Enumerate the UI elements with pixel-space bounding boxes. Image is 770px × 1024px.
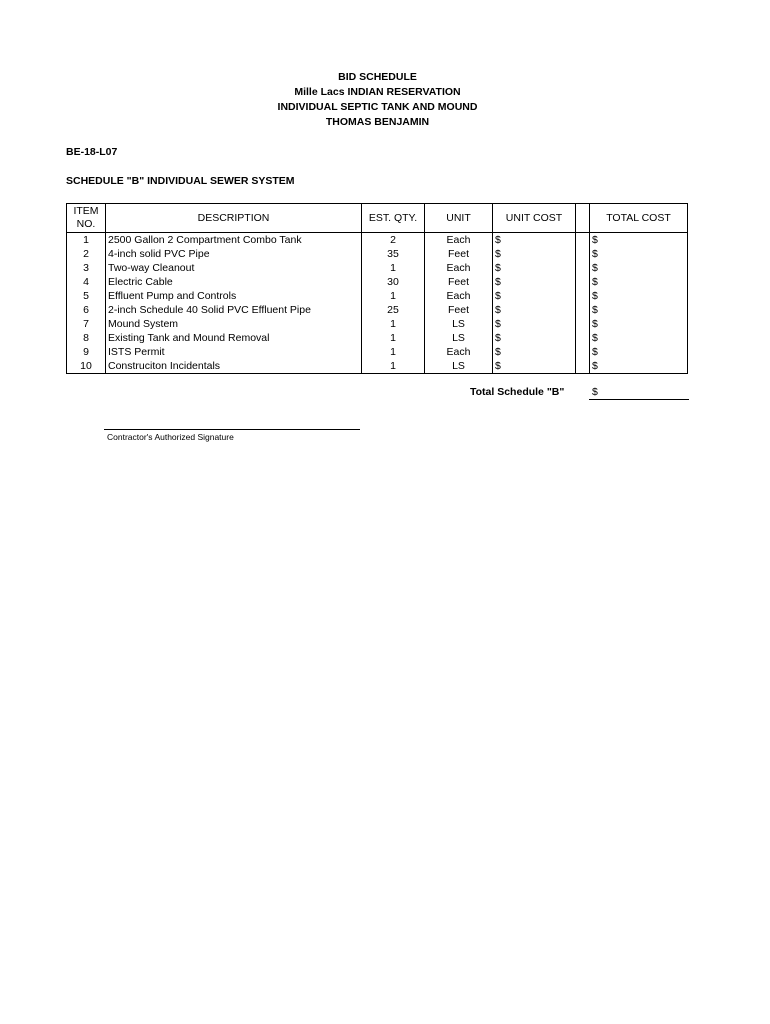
item-description: Existing Tank and Mound Removal: [106, 331, 362, 345]
item-unit: Each: [425, 345, 493, 359]
item-description: Electric Cable: [106, 275, 362, 289]
item-total-cost[interactable]: $: [590, 289, 688, 303]
item-unit-cost[interactable]: $: [493, 233, 576, 248]
item-unit: LS: [425, 317, 493, 331]
item-total-cost[interactable]: $: [590, 275, 688, 289]
table-row: [67, 317, 688, 331]
header-owner: THOMAS BENJAMIN: [325, 116, 430, 128]
project-reference: BE-18-L07: [66, 146, 118, 158]
item-unit-cost[interactable]: $: [493, 275, 576, 289]
item-unit-cost[interactable]: $: [493, 261, 576, 275]
col-spacer: [576, 289, 590, 303]
item-number: 8: [67, 331, 106, 345]
item-description: Mound System: [106, 317, 362, 331]
item-unit-cost[interactable]: $: [493, 317, 576, 331]
item-unit-cost[interactable]: $: [493, 303, 576, 317]
item-total-cost[interactable]: $: [590, 261, 688, 275]
item-description: Construciton Incidentals: [106, 359, 362, 374]
item-unit: LS: [425, 359, 493, 374]
table-row: [67, 275, 688, 289]
col-spacer: [576, 359, 590, 374]
item-unit-cost[interactable]: $: [493, 289, 576, 303]
col-spacer: [576, 247, 590, 261]
item-number: 7: [67, 317, 106, 331]
item-description: Effluent Pump and Controls: [106, 289, 362, 303]
col-header-description: DESCRIPTION: [106, 204, 362, 233]
item-description: Two-way Cleanout: [106, 261, 362, 275]
header-title: BID SCHEDULE: [338, 71, 417, 83]
item-quantity: 1: [362, 331, 425, 345]
item-number: 3: [67, 261, 106, 275]
col-header-item-line2: NO.: [76, 218, 96, 230]
table-row: [67, 345, 688, 359]
col-spacer: [576, 317, 590, 331]
item-total-cost[interactable]: $: [590, 247, 688, 261]
item-quantity: 1: [362, 359, 425, 374]
item-description: 2-inch Schedule 40 Solid PVC Effluent Pipe: [106, 303, 362, 317]
item-total-cost[interactable]: $: [590, 233, 688, 248]
item-unit-cost[interactable]: $: [493, 345, 576, 359]
item-number: 9: [67, 345, 106, 359]
bid-table: [66, 203, 688, 374]
item-total-cost[interactable]: $: [590, 303, 688, 317]
table-row: [67, 331, 688, 345]
table-row: [67, 289, 688, 303]
item-unit-cost[interactable]: $: [493, 331, 576, 345]
item-unit: LS: [425, 331, 493, 345]
item-unit: Feet: [425, 303, 493, 317]
item-quantity: 35: [362, 247, 425, 261]
item-unit: Each: [425, 233, 493, 248]
col-spacer: [576, 233, 590, 248]
col-header-total-cost: TOTAL COST: [590, 204, 688, 233]
col-spacer: [576, 261, 590, 275]
item-quantity: 1: [362, 345, 425, 359]
col-header-unit: UNIT: [425, 204, 493, 233]
col-header-unit-cost: UNIT COST: [493, 204, 576, 233]
table-row: [67, 359, 688, 374]
item-quantity: 2: [362, 233, 425, 248]
schedule-title: SCHEDULE "B" INDIVIDUAL SEWER SYSTEM: [66, 175, 295, 187]
col-spacer: [576, 303, 590, 317]
table-row: [67, 261, 688, 275]
item-unit: Feet: [425, 275, 493, 289]
item-total-cost[interactable]: $: [590, 359, 688, 374]
item-quantity: 1: [362, 289, 425, 303]
header-project: INDIVIDUAL SEPTIC TANK AND MOUND: [277, 101, 478, 113]
item-description: ISTS Permit: [106, 345, 362, 359]
item-total-cost[interactable]: $: [590, 331, 688, 345]
signature-label: Contractor's Authorized Signature: [107, 432, 234, 442]
item-number: 10: [67, 359, 106, 374]
table-row: [67, 247, 688, 261]
item-description: 4-inch solid PVC Pipe: [106, 247, 362, 261]
col-spacer: [576, 331, 590, 345]
item-unit-cost[interactable]: $: [493, 359, 576, 374]
header-reservation: Mille Lacs INDIAN RESERVATION: [294, 86, 461, 98]
item-number: 4: [67, 275, 106, 289]
col-header-qty: EST. QTY.: [362, 204, 425, 233]
item-total-cost[interactable]: $: [590, 345, 688, 359]
total-amount-field[interactable]: [589, 399, 689, 400]
item-description: 2500 Gallon 2 Compartment Combo Tank: [106, 233, 362, 248]
item-quantity: 1: [362, 261, 425, 275]
col-spacer: [576, 275, 590, 289]
item-quantity: 1: [362, 317, 425, 331]
document-header: [0, 70, 755, 130]
table-row: [67, 233, 688, 248]
item-unit-cost[interactable]: $: [493, 247, 576, 261]
item-number: 5: [67, 289, 106, 303]
col-spacer: [576, 204, 590, 233]
total-schedule-currency: $: [592, 386, 598, 398]
col-header-item: [67, 204, 106, 233]
item-unit: Feet: [425, 247, 493, 261]
item-unit: Each: [425, 289, 493, 303]
item-number: 1: [67, 233, 106, 248]
item-quantity: 25: [362, 303, 425, 317]
item-unit: Each: [425, 261, 493, 275]
total-schedule-label: Total Schedule "B": [470, 386, 565, 398]
item-number: 2: [67, 247, 106, 261]
item-total-cost[interactable]: $: [590, 317, 688, 331]
table-header-row: [67, 204, 688, 233]
col-spacer: [576, 345, 590, 359]
table-row: [67, 303, 688, 317]
signature-line[interactable]: [104, 429, 360, 430]
col-header-item-line1: ITEM: [73, 205, 99, 217]
item-quantity: 30: [362, 275, 425, 289]
item-number: 6: [67, 303, 106, 317]
